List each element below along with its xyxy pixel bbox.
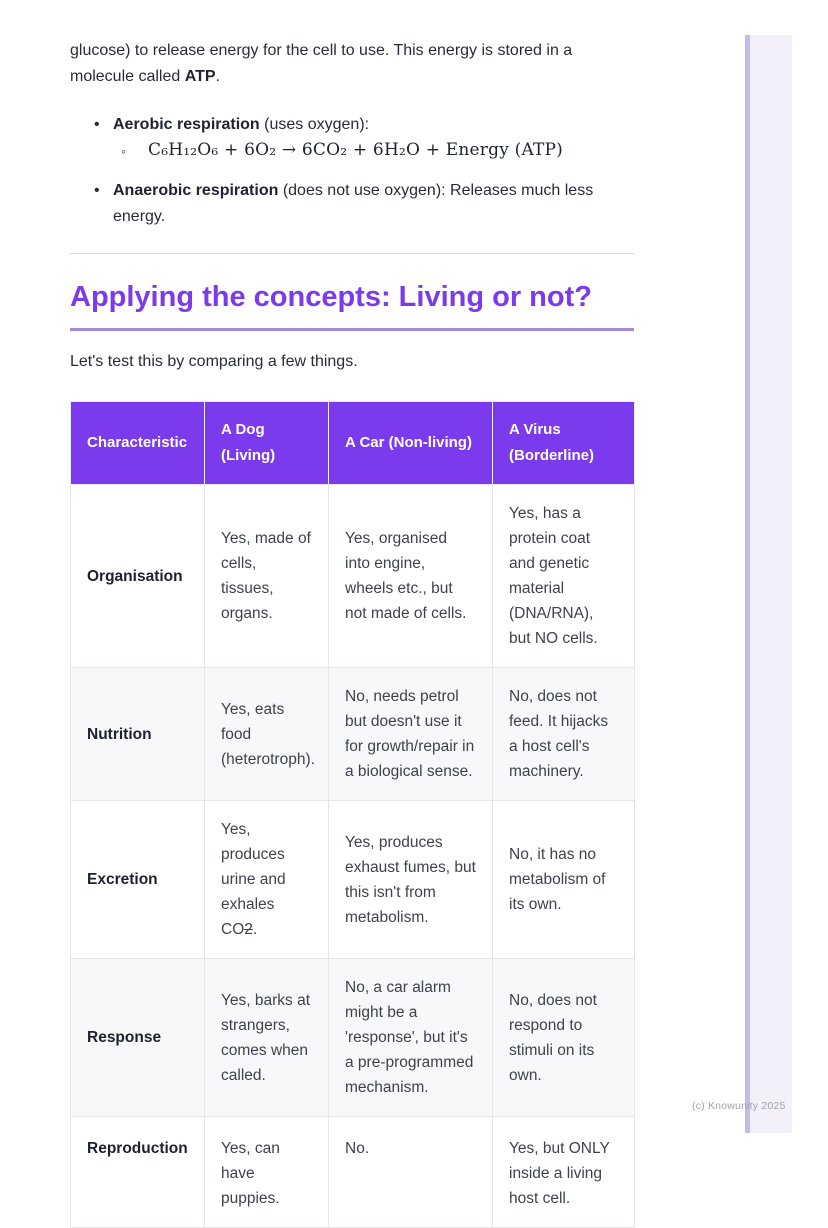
table-header-row: [71, 402, 635, 485]
circle-bullet-icon: ◦: [121, 143, 126, 159]
document-page: [70, 0, 634, 1228]
cell-dog: Yes, made of cells, tissues, organs.: [205, 485, 329, 668]
cell-virus: No, it has no metabolism of its own.: [493, 801, 635, 959]
cell-dog: Yes, barks at strangers, comes when called.: [205, 959, 329, 1117]
cell-virus: Yes, but ONLY inside a living host cell.: [493, 1117, 635, 1228]
table-row: [71, 959, 635, 1117]
page-edge-strip: [745, 35, 792, 1133]
watermark: (c) Knowunity 2025: [692, 1100, 786, 1112]
table-row: [71, 485, 635, 668]
cell-car: No, a car alarm might be a 'response', but it's a pre-programmed mechanism.: [329, 959, 493, 1117]
section-divider: [70, 253, 634, 254]
cell-dog: Yes, can have puppies.: [205, 1117, 329, 1228]
comparison-table: [70, 401, 635, 1228]
cell-car: Yes, organised into engine, wheels etc., but not made of cells.: [329, 485, 493, 668]
table-row: [71, 1117, 635, 1228]
aerobic-respiration-text: Aerobic respiration (uses oxygen):: [113, 116, 370, 133]
cell-dog: Yes, eats food (heterotroph).: [205, 668, 329, 801]
header-cell-0: Characteristic: [71, 402, 205, 485]
cell-virus: No, does not feed. It hijacks a host cell's machinery.: [493, 668, 635, 801]
table-row: [71, 801, 635, 959]
list-subitem-formula: [113, 137, 634, 164]
list-item-anaerobic: [70, 178, 634, 230]
cell-virus: No, does not respond to stimuli on its own.: [493, 959, 635, 1117]
chemical-equation: C₆H₁₂O₆ + 6O₂ → 6CO₂ + 6H₂O + Energy (ATP): [148, 140, 563, 160]
intro-paragraph-atp: glucose) to release energy for the cell to use. This energy is stored in a molecule called ATP.: [70, 42, 573, 85]
anaerobic-respiration-text: Anaerobic respiration (does not use oxygen): Releases much less energy.: [113, 182, 594, 225]
cell-car: No, needs petrol but doesn't use it for growth/repair in a biological sense.: [329, 668, 493, 801]
cell-dog: Yes, produces urine and exhales CO2.: [205, 801, 329, 959]
header-cell-2: A Car (Non-living): [329, 402, 493, 485]
table-row: [71, 668, 635, 801]
cell-characteristic: Reproduction: [71, 1117, 205, 1228]
list-item-aerobic: [70, 112, 634, 164]
cell-characteristic: Organisation: [71, 485, 205, 668]
comparison-table-body: [71, 485, 635, 1228]
table-intro-text: Let's test this by comparing a few things.: [70, 353, 358, 370]
cell-car: No.: [329, 1117, 493, 1228]
cell-characteristic: Response: [71, 959, 205, 1117]
section-heading: Applying the concepts: Living or not?: [70, 279, 634, 331]
bullet-icon: •: [94, 182, 100, 199]
cell-virus: Yes, has a protein coat and genetic material (DNA/RNA), but NO cells.: [493, 485, 635, 668]
header-cell-1: A Dog (Living): [205, 402, 329, 485]
header-cell-3: A Virus (Borderline): [493, 402, 635, 485]
bullet-icon: •: [94, 116, 100, 133]
cell-characteristic: Excretion: [71, 801, 205, 959]
respiration-bullet-list: [70, 112, 634, 230]
cell-characteristic: Nutrition: [71, 668, 205, 801]
cell-car: Yes, produces exhaust fumes, but this isn't from metabolism.: [329, 801, 493, 959]
